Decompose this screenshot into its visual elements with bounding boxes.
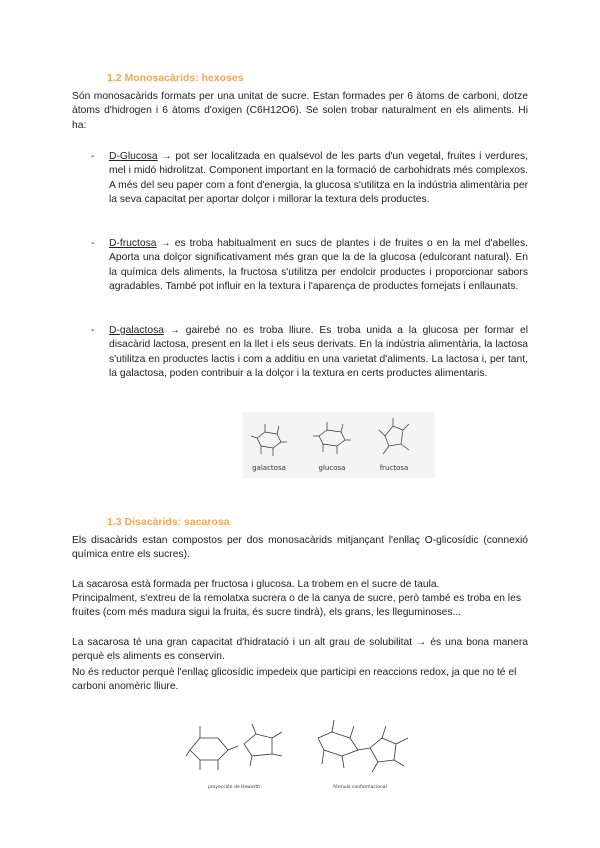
galactosa-description: → gairebé no es troba lliure. Es troba unida a la glucosa per formar el disacàrid lactosa, present en la llet i els seus derivats. En la indústria alimentària, la lactosa s'utilitza en productes lactis i com a additiu en una varietat d'aliments. La lactosa i, per tant, la galactosa, poden contribuir a la dolçor i la textura en certs productes alimentaris. xyxy=(109,325,528,379)
glucosa-description: → pot ser localitzada en qualsevol de les parts d'un vegetal, fruites i verdures, mel i midó hidrolitzat. Component important en la formació de carbohidrats més complexos. A més del seu paper com a font d'energia, la glucosa s'utilitza en la indústria alimentària per la seva capacitat per aportar dolçor i millorar la textura dels productes. xyxy=(109,151,528,205)
sacarosa-figure xyxy=(182,708,420,794)
sacarosa-structures xyxy=(182,708,420,794)
sacarosa-paragraph-3: La sacarosa té una gran capacitat d'hidratació i un alt grau de solubilitat → és una bona manera perquè els aliments es conservin. xyxy=(72,637,528,663)
intro-paragraph: Són monosacàrids formats per una unitat de sucre. Estan formades per 6 àtoms de carboni, dotze àtoms d'hidrogen i 6 àtoms d'oxigen (C6H12O6). Se solen trobar naturalment en els aliments. Hi ha: xyxy=(72,91,528,131)
caption-glucosa: glucosa xyxy=(318,464,346,472)
term-galactosa: D-galactosa xyxy=(109,325,164,336)
bullet-dash: - xyxy=(91,151,95,162)
caption-conformational: fórmula conformacional xyxy=(333,785,387,790)
section-heading-monosaccharides: 1.2 Monosacàrids: hexoses xyxy=(107,72,244,84)
sacarosa-paragraph-1: La sacarosa està formada per fructosa i glucosa. La trobem en el sucre de taula. xyxy=(72,579,440,590)
caption-fructosa: fructosa xyxy=(379,464,409,472)
disaccharides-paragraph: Els disacàrids estan compostos per dos monosacàrids mitjançant l'enllaç O-glicosídic (connexió química entre els sucres). xyxy=(72,535,528,561)
bullet-dash: - xyxy=(91,238,95,249)
fructosa-description: → es troba habitualment en sucs de plantes i de fruites o en la mel d'abelles. Aporta una dolçor significativament més gran que la de la glucosa (edulcorant natural). En la química dels aliments, la fructosa s'utilitza per endolcir productes i proporcionar sabors agradables. També pot influir en la textura i l'aparença de productes fornejats i enllaunats. xyxy=(109,238,528,292)
sacarosa-paragraph-4: No és reductor perquè l'enllaç glicosídic impedeix que participi en reaccions redox, ja que no té el carboni anomèric lliure. xyxy=(72,667,517,693)
list-item-text xyxy=(109,324,528,381)
term-glucosa: D-Glucosa xyxy=(109,151,158,162)
caption-galactosa: galactosa xyxy=(252,464,286,472)
section-heading-disaccharides: 1.3 Disacàrids: sacarosa xyxy=(107,516,230,528)
hexoses-figure xyxy=(243,412,435,478)
list-item-text xyxy=(109,237,528,294)
bullet-dash: - xyxy=(91,325,95,336)
hexoses-structures xyxy=(243,412,435,478)
term-fructosa: D-fructosa xyxy=(109,238,157,249)
sacarosa-paragraph-2: Principalment, s'extreu de la remolatxa sucrera o de la canya de sucre, però també es troba en les fruites (com més madura sigui la fruita, és sucre tindrà), els grans, les lleguminoses... xyxy=(72,593,521,619)
list-item-text xyxy=(109,150,528,207)
caption-haworth: proyección de Haworth xyxy=(207,785,261,790)
